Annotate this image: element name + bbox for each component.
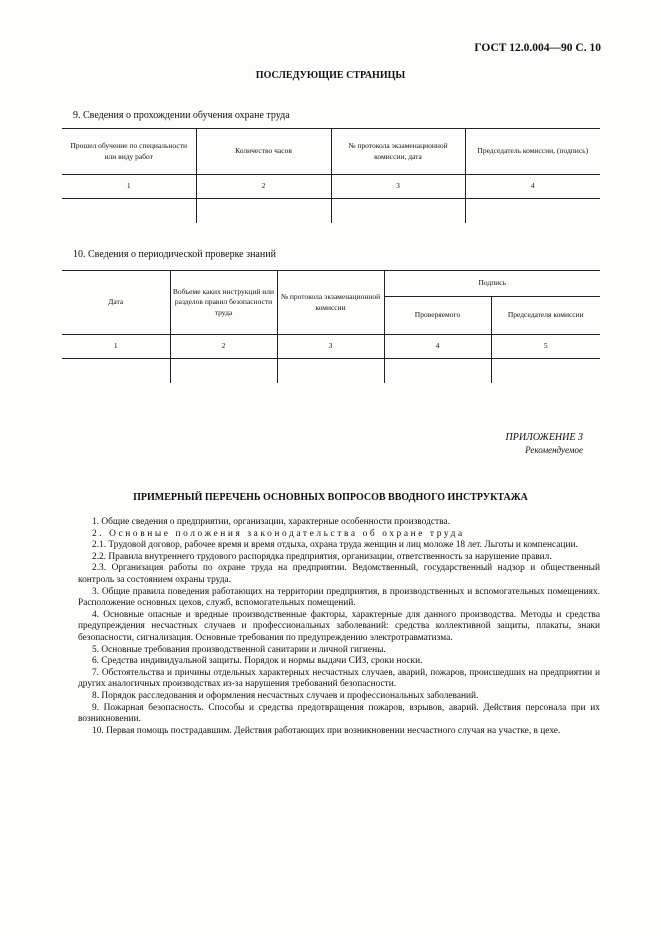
table-cell [331, 199, 465, 223]
table-cell [384, 359, 491, 383]
column-number: 4 [465, 175, 600, 199]
section-9-title: 9. Сведения о прохождении обучения охране труда [73, 110, 290, 121]
table-cell [491, 359, 600, 383]
list-item: 7. Обстоятельства и причины отдельных характерных несчастных случаев, аварий, пожаров, происшедших на предприятии и других аналогичных производствах из-за нарушения требований безопасности. [78, 667, 600, 690]
instruction-list [78, 517, 600, 737]
list-item: 5. Основные требования производственной санитарии и личной гигиены. [92, 644, 386, 655]
list-item: 6. Средства индивидуальной защиты. Порядок и нормы выдачи СИЗ, сроки носки. [92, 656, 423, 667]
column-number: 1 [62, 175, 196, 199]
column-number: 5 [491, 335, 600, 359]
column-number: 4 [384, 335, 491, 359]
table-header-cell: Председателя комиссии [491, 297, 600, 335]
table-row [62, 199, 600, 223]
list-item: 9. Пожарная безопасность. Способы и средства предотвращения пожаров, взрывов, аварий. Действия персонала при их возникновении. [78, 702, 600, 725]
column-number: 3 [277, 335, 384, 359]
table-cell [62, 359, 170, 383]
table-row [62, 359, 600, 383]
table-header-cell: № протокола экзаменационной комиссии, дата [331, 129, 465, 175]
table-header-cell: Вобъеме каких инструкций или разделов правил безопасности труда [170, 271, 277, 335]
table-header-cell: Председатель комиссии, (подпись) [465, 129, 600, 175]
table-cell [170, 359, 277, 383]
column-number: 1 [62, 335, 170, 359]
list-item: 10. Первая помощь пострадавшим. Действия работающих при возникновении несчастного случая на участке, в цехе. [92, 725, 561, 736]
section-10-title: 10. Сведения о периодической проверке знаний [73, 249, 276, 260]
list-item: 2.2. Правила внутреннего трудового распорядка предприятия, организации, ответственность за нарушение правил. [92, 551, 552, 562]
table-cell [465, 199, 600, 223]
table-header-cell: Дата [62, 271, 170, 335]
column-number: 2 [170, 335, 277, 359]
appendix-label: ПРИЛОЖЕНИЕ 3 [505, 432, 583, 443]
table-header-cell: Проверяемого [384, 297, 491, 335]
page-header-code: ГОСТ 12.0.004—90 С. 10 [474, 42, 601, 54]
signature-header: Подпись [384, 271, 600, 297]
list-item: 8. Порядок расследования и оформления несчастных случаев и профессиональных заболеваний. [92, 690, 479, 701]
table-header-cell: Прошел обучение по специальности или виду работ [62, 129, 196, 175]
list-item: 2.3. Организация работы по охране труда на предприятии. Ведомственный, государственный надзор и общественный контроль за состоянием охраны труда. [78, 563, 600, 585]
table-header-cell: № протокола экзаменационной комиссии [277, 271, 384, 335]
column-number: 2 [196, 175, 331, 199]
list-item: 2.1. Трудовой договор, рабочее время и время отдыха, охрана труда женщин и лиц моложе 18 лет. Льготы и компенсации. [92, 540, 578, 551]
instruction-list-title: ПРИМЕРНЫЙ ПЕРЕЧЕНЬ ОСНОВНЫХ ВОПРОСОВ ВВОДНОГО ИНСТРУКТАЖА [133, 492, 528, 503]
knowledge-check-table [62, 270, 600, 383]
table-cell [277, 359, 384, 383]
column-number: 3 [331, 175, 465, 199]
table-header-cell: Количество часов [196, 129, 331, 175]
subsequent-pages-title: ПОСЛЕДУЮЩИЕ СТРАНИЦЫ [255, 70, 406, 81]
table-cell [62, 199, 196, 223]
table-cell [196, 199, 331, 223]
list-item: 3. Общие правила поведения работающих на территории предприятия, в производственных и вспомогательных помещениях. Расположение основных цехов, служб, вспомогательных помещений. [78, 586, 600, 609]
list-item: 1. Общие сведения о предприятии, организации, характерные особенности производства. [92, 517, 450, 527]
appendix-status: Рекомендуемое [525, 445, 583, 455]
training-table [62, 128, 600, 223]
list-item: 4. Основные опасные и вредные производственные факторы, характерные для данного производства. Методы и средства предупреждения несчастных случаев и профессиональных заболеваний: средства коллективной защиты, плакаты, знаки безопасности, сигнализация. Основные требования по предупреждению электротравматизма. [78, 609, 600, 643]
list-item: 2. Основные положения законодательства об охране труда [92, 528, 465, 539]
